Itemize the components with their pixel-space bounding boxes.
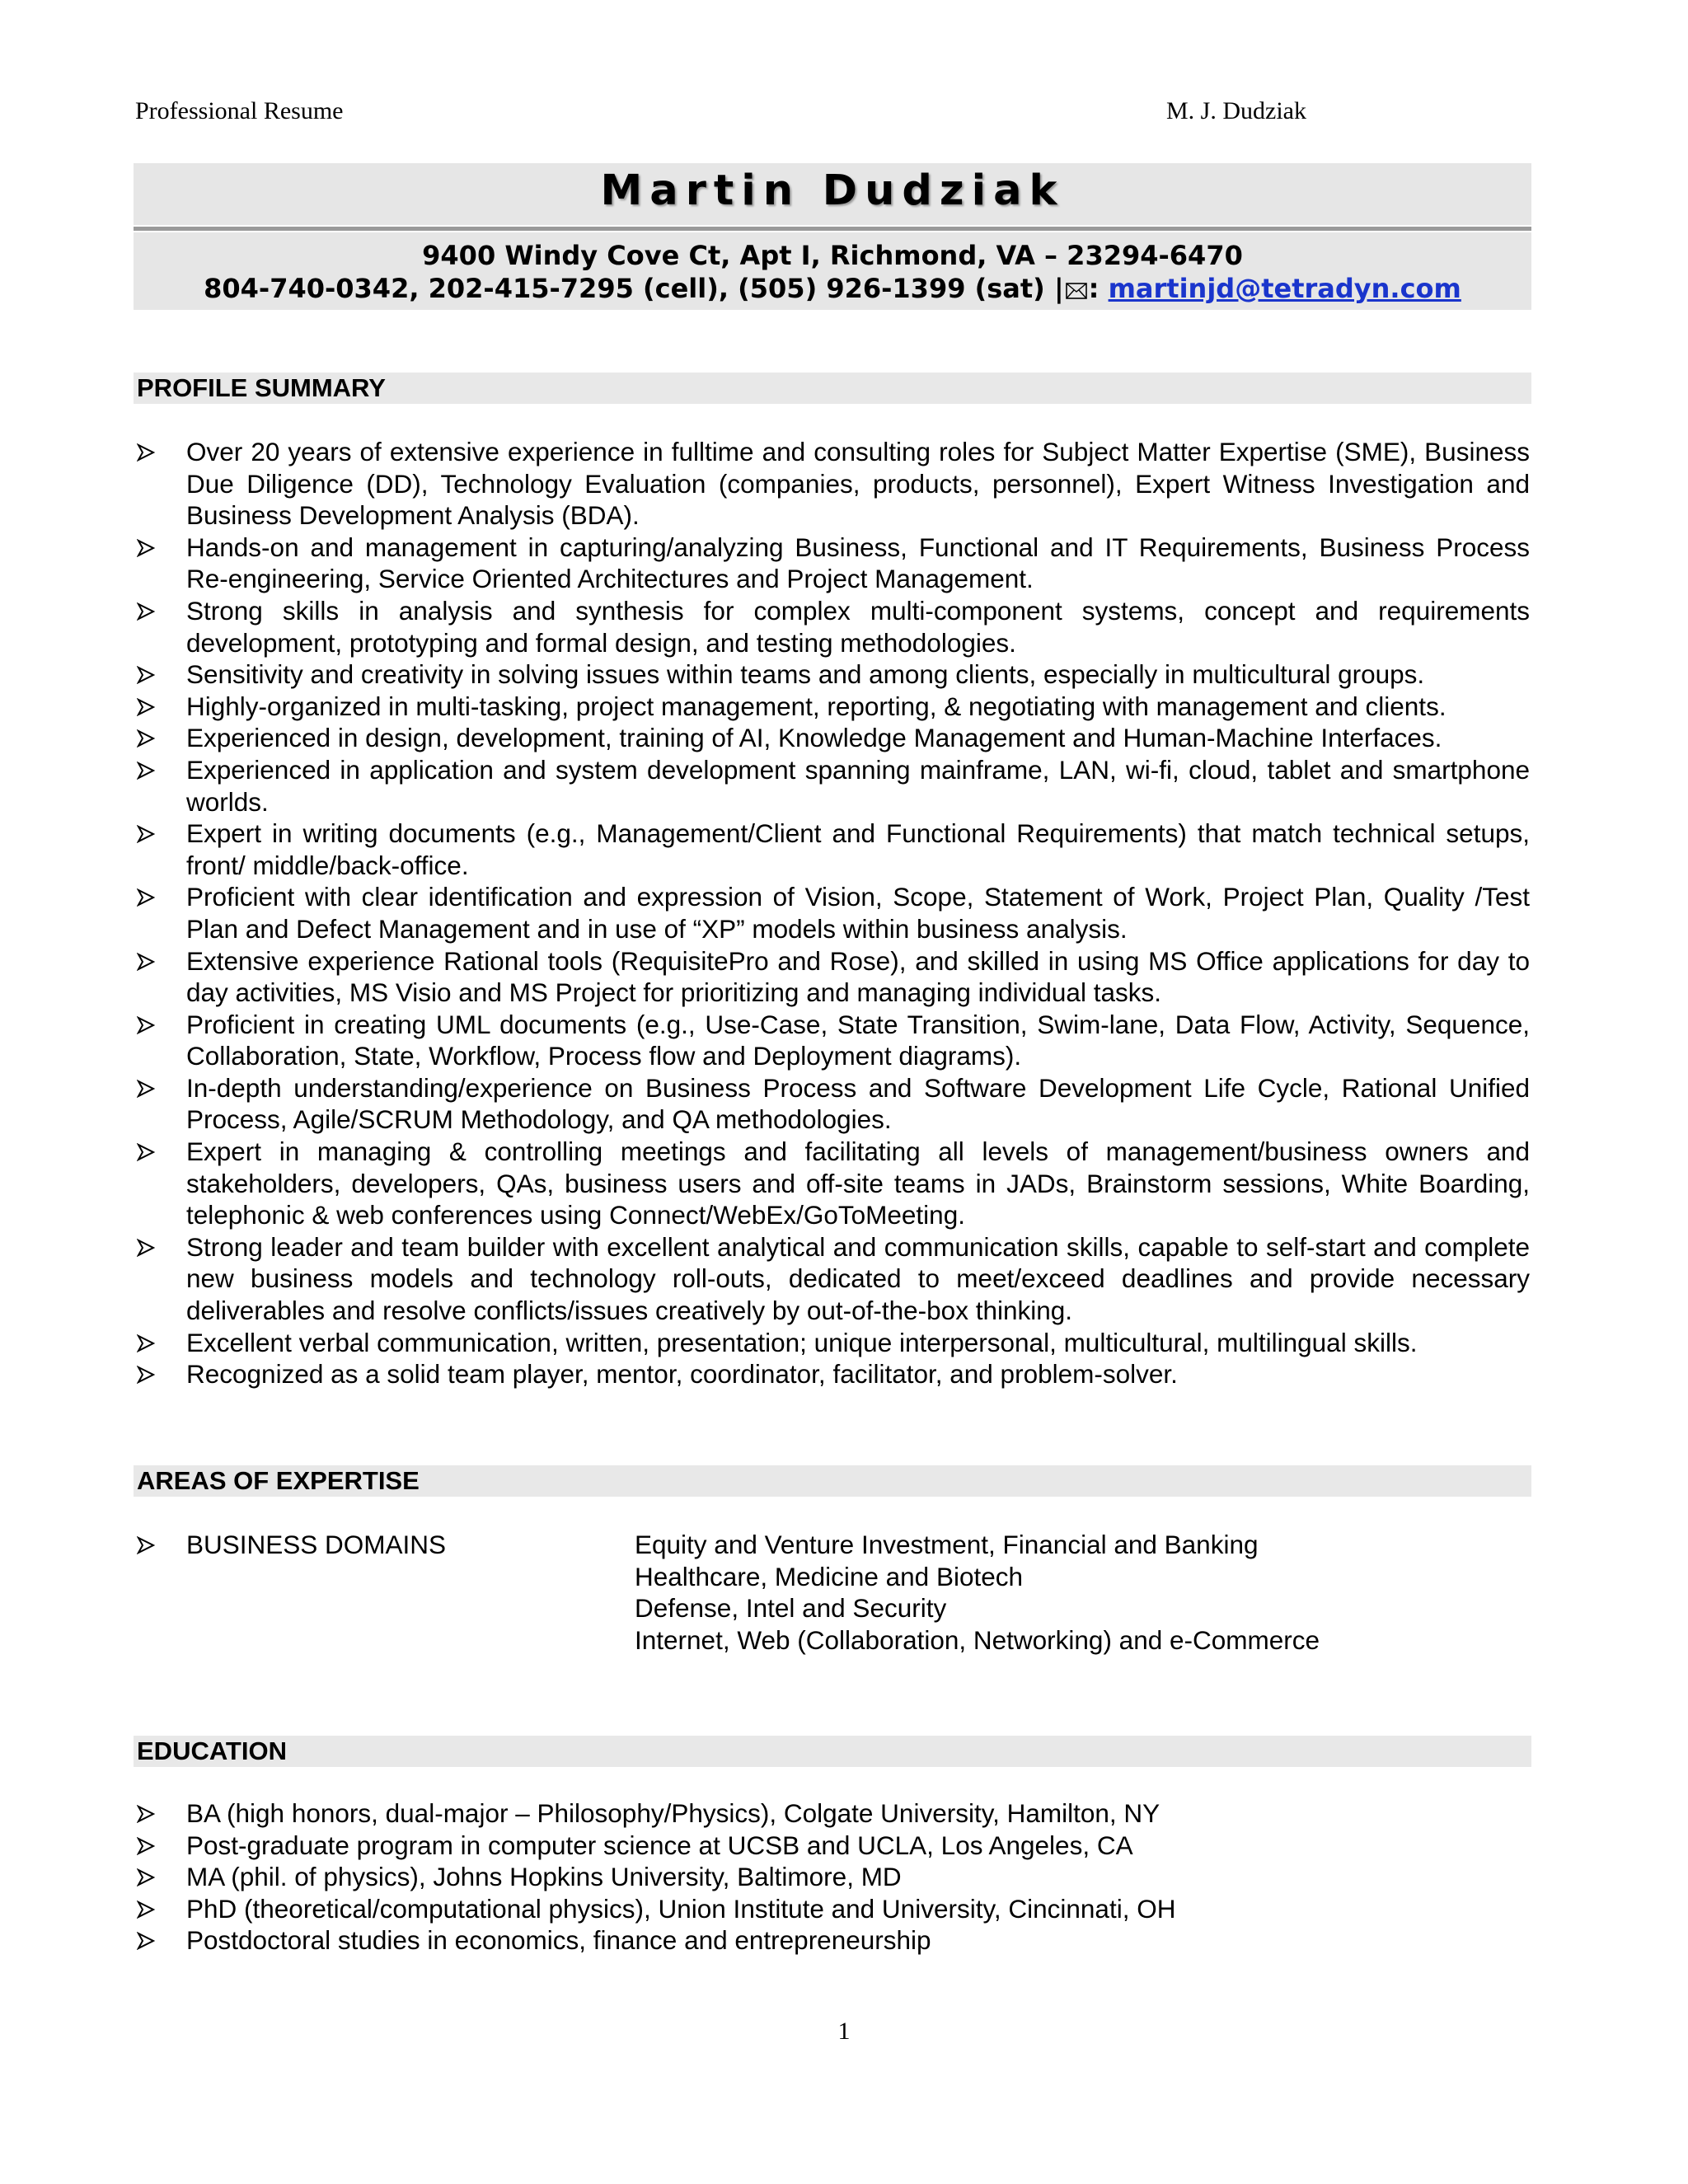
arrow-bullet-icon [137,1239,155,1257]
list-item-text: Extensive experience Rational tools (RequisitePro and Rose), and skilled in using MS Office applications for day to day activities, MS Visio and MS Project for prioritizing and managing individual tasks. [186,945,1530,1008]
arrow-bullet-icon [137,729,155,748]
email-link[interactable]: martinjd@tetradyn.com [1108,273,1461,304]
contact-address: 9400 Windy Cove Ct, Apt I, Richmond, VA – 23294-6470 [422,240,1243,271]
list-item-text: In-depth understanding/experience on Business Process and Software Development Life Cycle, Rational Unified Process, Agile/SCRUM Methodology, and QA methodologies. [186,1072,1530,1135]
list-item-text: Recognized as a solid team player, mentor, coordinator, facilitator, and problem-solver. [186,1359,1178,1390]
list-item-text: Expert in writing documents (e.g., Management/Client and Functional Requirements) that match technical setups, front/ middle/back-office. [186,818,1530,880]
list-item-text: Over 20 years of extensive experience in fulltime and consulting roles for Subject Matter Expertise (SME), Business Due Diligence (DD), Technology Evaluation (companies, products, personnel), Expert Witness Investigation and Business Development Analysis (BDA). [186,437,1530,531]
domain-value: Healthcare, Medicine and Biotech [635,1561,1024,1591]
arrow-bullet-icon [137,666,155,684]
list-item-text: Proficient with clear identification and expression of Vision, Scope, Statement of Work, Project Plan, Quality /Test Plan and Defect Management and in use of “XP” models within business analysis. [186,882,1530,944]
arrow-bullet-icon [137,1536,155,1554]
candidate-name: Martin Dudziak [600,166,1065,215]
list-item-text: BA (high honors, dual-major – Philosophy/Physics), Colgate University, Hamilton, NY [186,1798,1160,1828]
list-item-text: Strong leader and team builder with excellent analytical and communication skills, capable to self-start and complete new business models and technology roll-outs, dedicated to meet/exceed deadlines and provide necessary deliverables and resolve conflicts/issues creatively by out-of-the-box thinking. [186,1231,1530,1326]
section-heading-areas-of-expertise [134,1465,1531,1497]
arrow-bullet-icon [137,443,155,462]
domain-value: Equity and Venture Investment, Financial and Banking [635,1530,1259,1559]
arrow-bullet-icon [137,953,155,971]
list-item-text: Experienced in design, development, training of AI, Knowledge Management and Human-Machine Interfaces. [186,723,1442,753]
list-item [135,1136,1530,1231]
arrow-bullet-icon [137,1016,155,1034]
arrow-bullet-icon [137,1837,155,1855]
list-item [135,945,1530,1009]
list-item-text: Sensitivity and creativity in solving issues within teams and among clients, especially in multicultural groups. [186,659,1425,690]
email-separator: : [1088,273,1100,304]
list-item [135,881,1530,944]
list-item [135,1327,1530,1359]
arrow-bullet-icon [137,1143,155,1161]
arrow-bullet-icon [137,1805,155,1823]
arrow-bullet-icon [137,1900,155,1919]
section-heading-text: EDUCATION [137,1736,287,1765]
business-domains-values [635,1529,1320,1656]
name-banner [134,163,1531,225]
list-item-text: Postdoctoral studies in economics, finance and entrepreneurship [186,1925,931,1956]
profile-summary-list [135,436,1530,1390]
list-item-text: Proficient in creating UML documents (e.g., Use-Case, State Transition, Swim-lane, Data Flow, Activity, Sequence, Collaboration, State, Workflow, Process flow and Deployment diagrams). [186,1009,1530,1071]
list-item [135,1797,1530,1830]
list-item [135,1893,1530,1925]
list-item [135,436,1530,532]
page-number: 1 [837,2018,851,2045]
section-heading-text: AREAS OF EXPERTISE [137,1466,420,1495]
education-list [135,1797,1530,1957]
contact-banner [134,232,1531,310]
arrow-bullet-icon [137,1334,155,1352]
arrow-bullet-icon [137,602,155,621]
list-item [135,1924,1530,1957]
name-divider [134,227,1531,231]
list-item [135,1358,1530,1390]
list-item-text: Highly-organized in multi-tasking, project management, reporting, & negotiating with management and clients. [186,691,1447,721]
list-item [135,1009,1530,1072]
running-header-right: M. J. Dudziak [1166,97,1306,124]
arrow-bullet-icon [137,888,155,907]
arrow-bullet-icon [137,1868,155,1886]
arrow-bullet-icon [137,762,155,780]
arrow-bullet-icon [137,539,155,557]
list-item [135,1072,1530,1136]
list-item [135,1830,1530,1862]
list-item [135,595,1530,658]
list-item-text: Excellent verbal communication, written, presentation; unique interpersonal, multicultural, multilingual skills. [186,1327,1418,1357]
arrow-bullet-icon [137,1080,155,1098]
list-item [135,818,1530,881]
list-item-text: MA (phil. of physics), Johns Hopkins University, Baltimore, MD [186,1862,902,1892]
domain-value: Defense, Intel and Security [635,1593,947,1624]
list-item-text: PhD (theoretical/computational physics), Union Institute and University, Cincinnati, OH [186,1893,1176,1924]
arrow-bullet-icon [137,1366,155,1384]
list-item-text: Experienced in application and system development spanning mainframe, LAN, wi-fi, cloud, tablet and smartphone worlds. [186,754,1530,817]
list-item [135,691,1530,723]
list-item [135,1231,1530,1327]
arrow-bullet-icon [137,1932,155,1950]
list-item [135,722,1530,754]
list-item [135,532,1530,595]
section-heading-education [134,1736,1531,1767]
list-item-text: Post-graduate program in computer science at UCSB and UCLA, Los Angeles, CA [186,1830,1133,1860]
list-item-text: Strong skills in analysis and synthesis for complex multi-component systems, concept and requirements development, prototyping and formal design, and testing methodologies. [186,595,1530,658]
list-item-text: Expert in managing & controlling meetings and facilitating all levels of management/business owners and stakeholders, developers, QAs, business users and off-site teams in JADs, Brainstorm sessions, White Boarding, telephonic & web conferences using Connect/WebEx/GoToMeeting. [186,1137,1530,1230]
list-item-text: Hands-on and management in capturing/analyzing Business, Functional and IT Requirements, Business Process Re-engineering, Service Oriented Architectures and Project Management. [186,532,1530,594]
domain-value: Internet, Web (Collaboration, Networking) and e-Commerce [635,1624,1320,1655]
list-item [135,754,1530,818]
section-heading-profile-summary [134,373,1531,404]
contact-line [134,272,1531,305]
contact-phones: 804-740-0342, 202-415-7295 (cell), (505) 926-1399 (sat) | [204,273,1064,304]
arrow-bullet-icon [137,698,155,716]
section-heading-text: PROFILE SUMMARY [137,373,386,402]
running-header-left: Professional Resume [135,97,344,124]
business-domains-label: BUSINESS DOMAINS [186,1530,447,1559]
list-item [135,1861,1530,1893]
envelope-icon [1066,283,1087,299]
list-item [135,658,1530,691]
arrow-bullet-icon [137,825,155,843]
